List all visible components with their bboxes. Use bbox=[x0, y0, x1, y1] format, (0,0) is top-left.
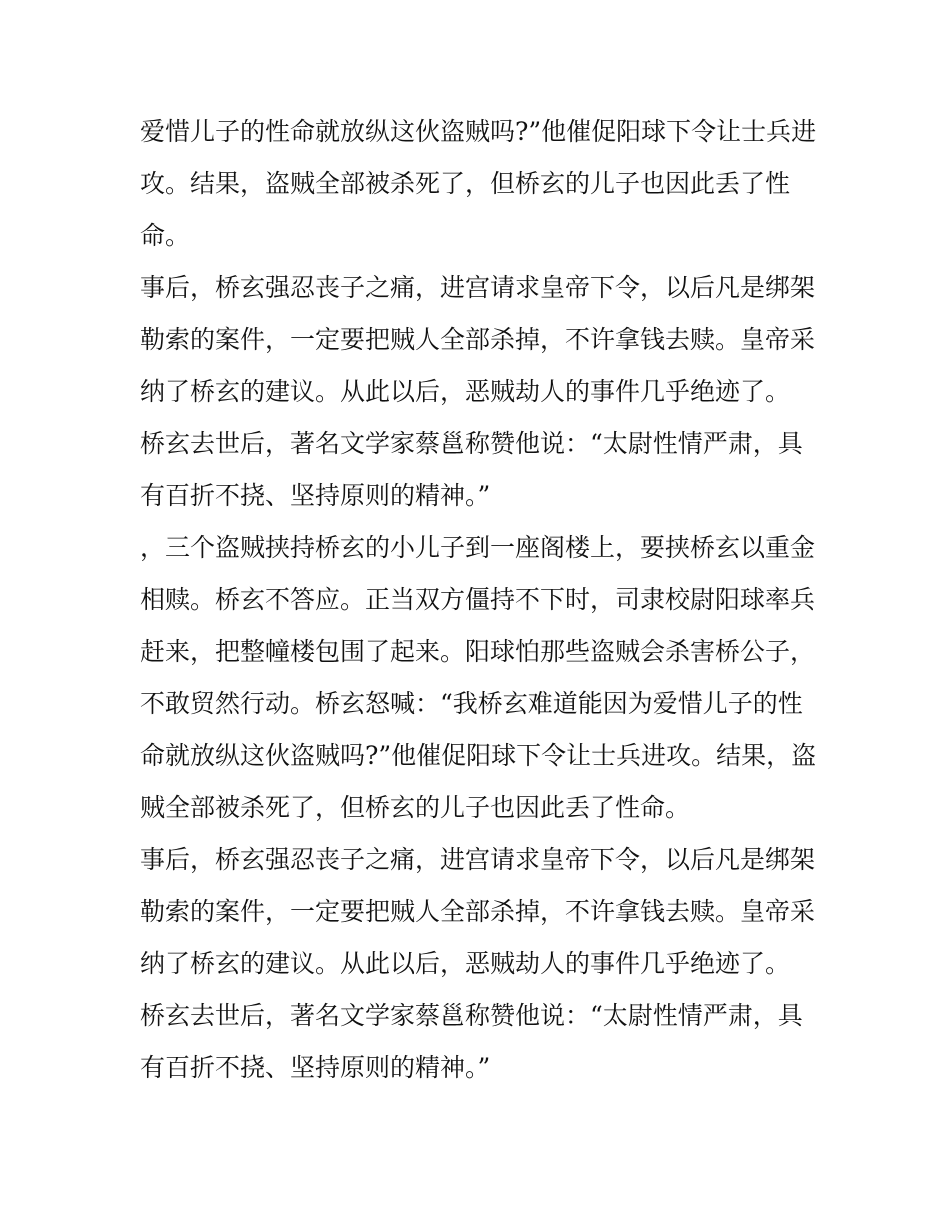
text-line: 事后，桥玄强忍丧子之痛，进宫请求皇帝下令，以后凡是绑架 bbox=[140, 273, 816, 302]
text-line: 有百折不挠、坚持原则的精神。” bbox=[140, 1053, 491, 1082]
text-line: 勒索的案件，一定要把贼人全部杀掉，不许拿钱去赎。皇帝采 bbox=[140, 325, 816, 354]
document-body bbox=[140, 106, 820, 1094]
text-line: 不敢贸然行动。桥玄怒喊：“我桥玄难道能因为爱惜儿子的性 bbox=[140, 689, 803, 718]
text-line: 相赎。桥玄不答应。正当双方僵持不下时，司隶校尉阳球率兵 bbox=[140, 585, 816, 614]
text-line: 赶来，把整幢楼包围了起来。阳球怕那些盗贼会杀害桥公子， bbox=[140, 637, 816, 666]
text-line: 纳了桥玄的建议。从此以后，恶贼劫人的事件几乎绝迹了。 bbox=[140, 377, 791, 406]
text-line: 纳了桥玄的建议。从此以后，恶贼劫人的事件几乎绝迹了。 bbox=[140, 949, 791, 978]
text-line: 爱惜儿子的性命就放纵这伙盗贼吗?”他催促阳球下令让士兵进 bbox=[140, 117, 817, 146]
text-line: 有百折不挠、坚持原则的精神。” bbox=[140, 481, 491, 510]
text-line: ，三个盗贼挟持桥玄的小儿子到一座阁楼上，要挟桥玄以重金 bbox=[140, 533, 816, 562]
text-line: 事后，桥玄强忍丧子之痛，进宫请求皇帝下令，以后凡是绑架 bbox=[140, 845, 816, 874]
text-line: 桥玄去世后，著名文学家蔡邕称赞他说：“太尉性情严肃，具 bbox=[140, 429, 803, 458]
text-line: 命。 bbox=[140, 221, 191, 250]
text-line: 勒索的案件，一定要把贼人全部杀掉，不许拿钱去赎。皇帝采 bbox=[140, 897, 816, 926]
text-line: 攻。结果，盗贼全部被杀死了，但桥玄的儿子也因此丢了性 bbox=[140, 169, 791, 198]
text-line: 贼全部被杀死了，但桥玄的儿子也因此丢了性命。 bbox=[140, 793, 691, 822]
text-line: 桥玄去世后，著名文学家蔡邕称赞他说：“太尉性情严肃，具 bbox=[140, 1001, 803, 1030]
text-line: 命就放纵这伙盗贼吗?”他催促阳球下令让士兵进攻。结果，盗 bbox=[140, 741, 817, 770]
